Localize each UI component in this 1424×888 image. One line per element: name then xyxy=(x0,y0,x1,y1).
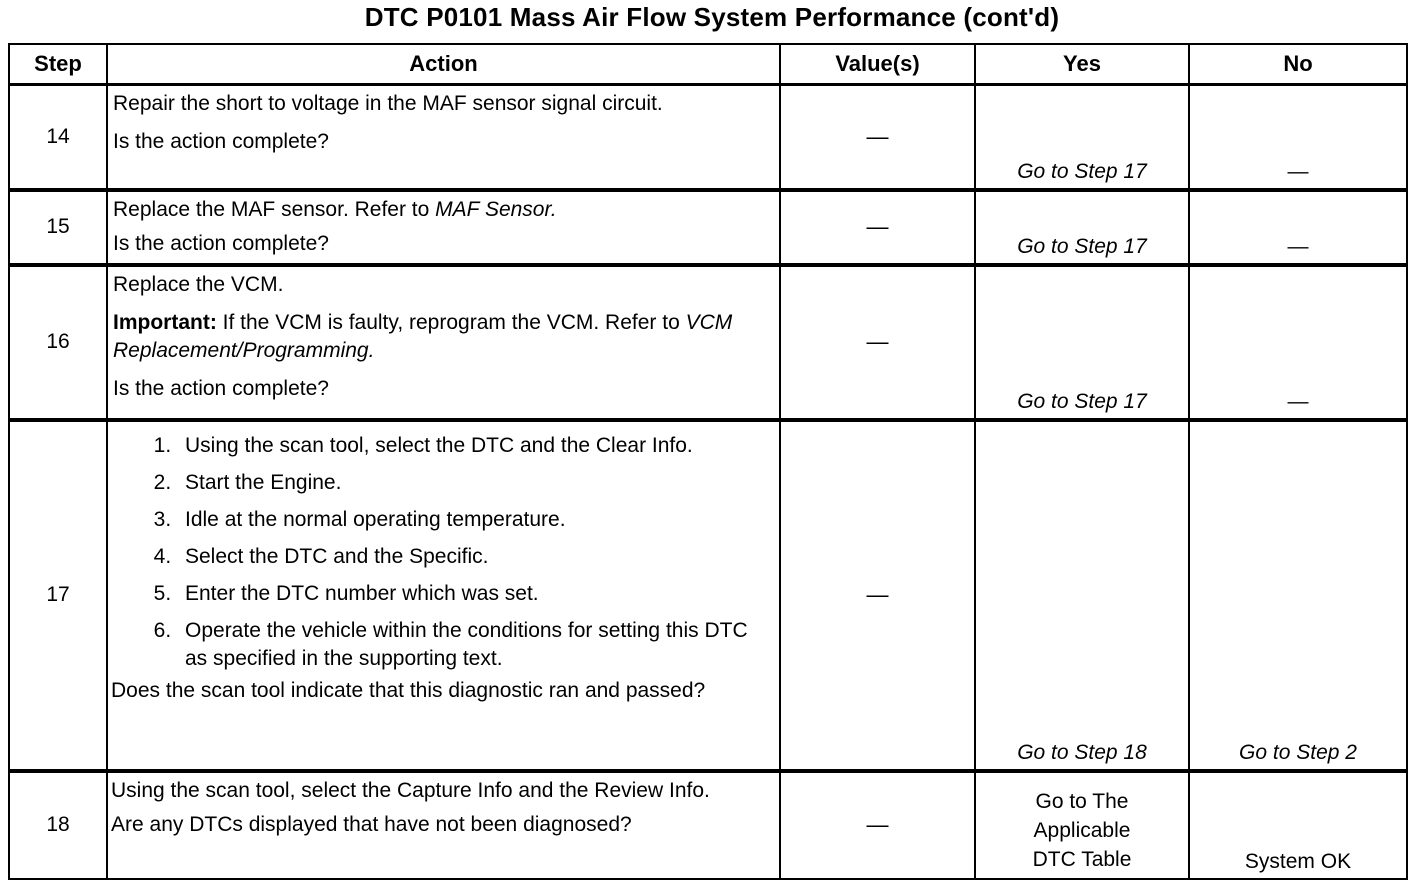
list-item: 2. Start the Engine. xyxy=(177,469,773,497)
value-cell: — xyxy=(780,190,975,265)
list-item: 5. Enter the DTC number which was set. xyxy=(177,580,773,608)
procedure-list xyxy=(111,432,773,673)
header-no: No xyxy=(1189,44,1407,85)
action-question: Is the action complete? xyxy=(113,130,329,153)
yes-line: Go to The xyxy=(1035,790,1129,813)
table-row xyxy=(9,85,1407,190)
step-number: 17 xyxy=(9,420,107,771)
list-item: 6. Operate the vehicle within the conditions for setting this DTC as specified in the supporting text. xyxy=(177,617,773,673)
no-cell: — xyxy=(1189,85,1407,190)
yes-line: Applicable xyxy=(1033,819,1131,842)
header-values: Value(s) xyxy=(780,44,975,85)
header-row xyxy=(9,44,1407,85)
list-item: 4. Select the DTC and the Specific. xyxy=(177,543,773,571)
header-yes: Yes xyxy=(975,44,1189,85)
table-row xyxy=(9,265,1407,420)
reference-link: VCM Replacement/Programming. xyxy=(113,310,733,362)
no-cell: — xyxy=(1189,265,1407,420)
header-action: Action xyxy=(107,44,780,85)
list-item: 1. Using the scan tool, select the DTC and the Clear Info. xyxy=(177,432,773,460)
value-cell: — xyxy=(780,420,975,771)
yes-cell: Go to Step 18 xyxy=(975,420,1189,771)
step-number: 15 xyxy=(9,190,107,265)
action-question: Are any DTCs displayed that have not been diagnosed? xyxy=(111,812,632,836)
value-cell: — xyxy=(780,265,975,420)
no-cell: System OK xyxy=(1189,771,1407,879)
table-row xyxy=(9,420,1407,771)
page-title: DTC P0101 Mass Air Flow System Performance (cont'd) xyxy=(364,2,1060,32)
step-number: 18 xyxy=(9,771,107,879)
action-cell xyxy=(107,420,780,771)
yes-cell xyxy=(975,771,1189,879)
action-text: Repair the short to voltage in the MAF sensor signal circuit. xyxy=(113,92,663,115)
action-cell xyxy=(107,265,780,420)
action-cell xyxy=(107,85,780,190)
list-item: 3. Idle at the normal operating temperature. xyxy=(177,506,773,534)
no-cell: Go to Step 2 xyxy=(1189,420,1407,771)
diagnostic-table xyxy=(8,43,1408,880)
yes-line: DTC Table xyxy=(1032,848,1132,871)
action-cell xyxy=(107,771,780,879)
important-label: Important: xyxy=(113,310,217,334)
reference-link: MAF Sensor. xyxy=(435,197,557,221)
important-note: Important: If the VCM is faulty, reprogram the VCM. Refer to VCM Replacement/Programming. xyxy=(113,310,733,362)
table-row xyxy=(9,190,1407,265)
step-number: 16 xyxy=(9,265,107,420)
action-text: Replace the MAF sensor. Refer to MAF Sensor. xyxy=(113,197,557,221)
value-cell: — xyxy=(780,85,975,190)
action-cell xyxy=(107,190,780,265)
yes-cell: Go to Step 17 xyxy=(975,85,1189,190)
value-cell: — xyxy=(780,771,975,879)
action-question: Does the scan tool indicate that this diagnostic ran and passed? xyxy=(111,679,706,703)
action-question: Is the action complete? xyxy=(113,376,329,400)
action-text: Using the scan tool, select the Capture Info and the Review Info. xyxy=(111,778,710,802)
yes-cell: Go to Step 17 xyxy=(975,265,1189,420)
no-cell: — xyxy=(1189,190,1407,265)
action-question: Is the action complete? xyxy=(113,231,329,255)
action-text: Replace the VCM. xyxy=(113,272,284,296)
step-number: 14 xyxy=(9,85,107,190)
yes-cell: Go to Step 17 xyxy=(975,190,1189,265)
table-row xyxy=(9,771,1407,879)
header-step: Step xyxy=(9,44,107,85)
